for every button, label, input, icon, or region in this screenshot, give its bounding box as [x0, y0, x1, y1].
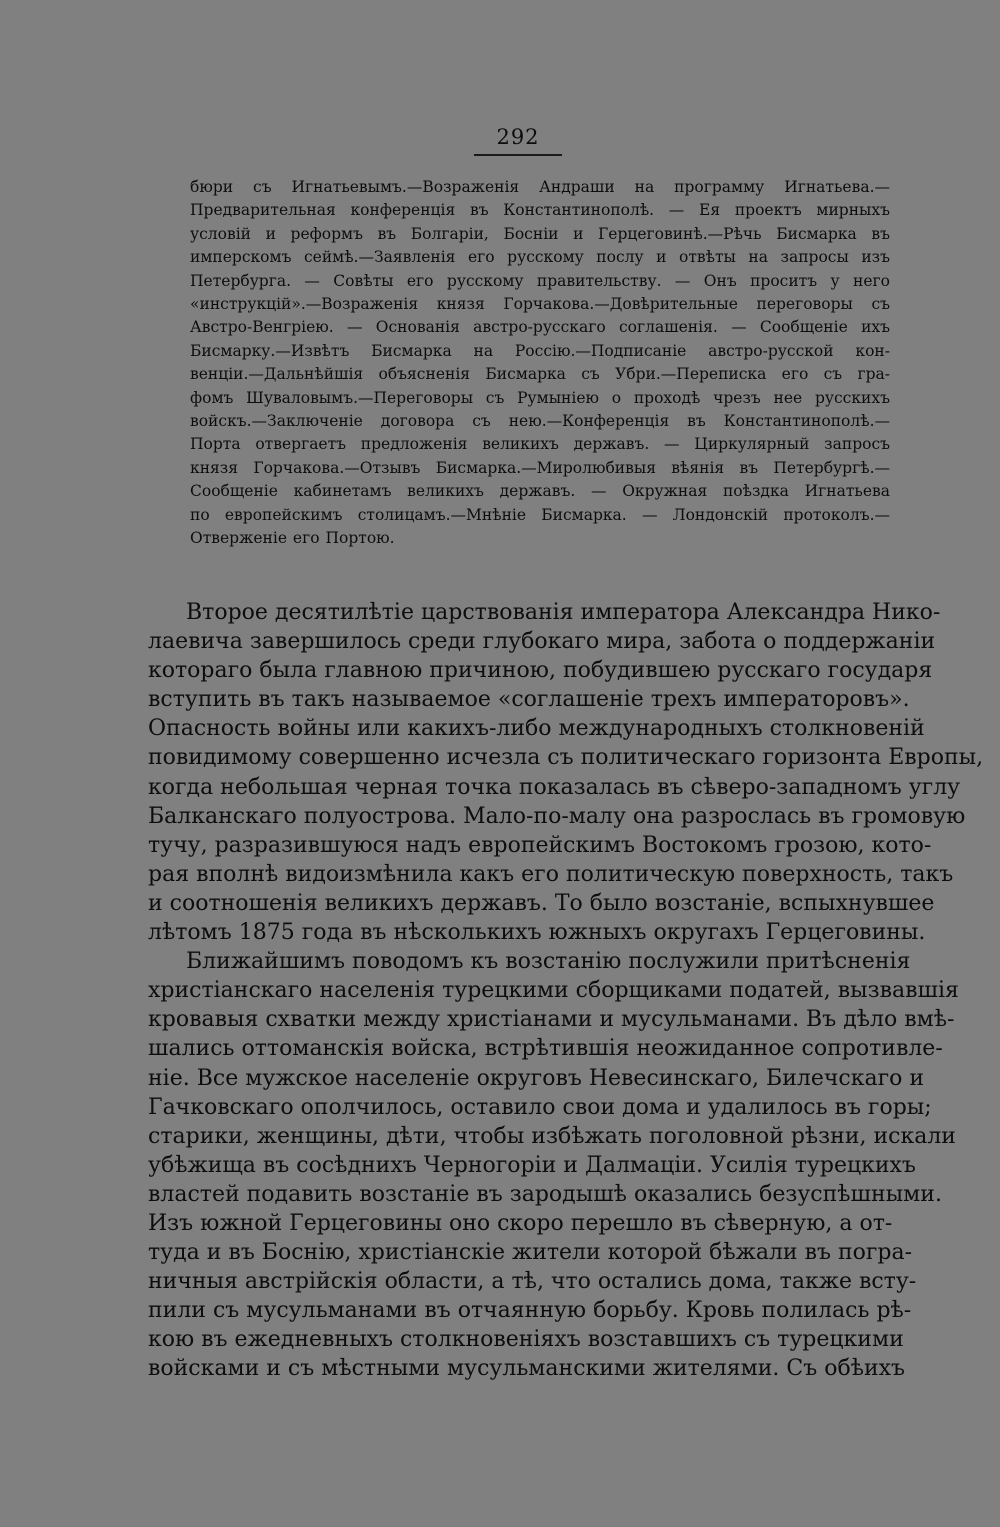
chapter-summary	[190, 176, 890, 551]
body-line: тучу, разразившуюся надъ европейскимъ Востокомъ грозою, кото-	[148, 832, 932, 858]
body-line: Опасность войны или какихъ-либо международныхъ столкновеній	[148, 716, 925, 742]
body-line: повидимому совершенно исчезла съ политическаго горизонта Европы,	[148, 745, 984, 771]
summary-line: войскъ.—Заключеніе договора съ нею.—Конференція въ Константинополѣ.—	[190, 412, 890, 431]
summary-line: по европейскимъ столицамъ.—Мнѣніе Бисмарка. — Лондонскій протоколъ.—	[190, 505, 890, 524]
summary-line: князя Горчакова.—Отзывъ Бисмарка.—Миролюбивыя вѣянія въ Петербургѣ.—	[190, 458, 890, 477]
body-line: лѣтомъ 1875 года въ нѣсколькихъ южныхъ округахъ Герцеговины.	[148, 920, 926, 946]
body-line: властей подавить возстаніе въ зародышѣ оказались безуспѣшными.	[148, 1181, 942, 1207]
summary-line: Предварительная конференція въ Константинополѣ. — Ея проектъ мирныхъ	[190, 201, 890, 220]
body-line: Ближайшимъ поводомъ къ возстанію послужили притѣсненія	[186, 949, 911, 975]
summary-line: «инструкцій».—Возраженія князя Горчакова.—Довѣрительные переговоры съ	[190, 295, 890, 314]
body-line: Изъ южной Герцеговины оно скоро перешло въ сѣверную, а от-	[148, 1210, 893, 1236]
body-line: ніе. Все мужское населеніе округовъ Невесинскаго, Билечскаго и	[148, 1065, 925, 1091]
summary-line: Австро-Венгріею. — Основанія австро-русскаго соглашенія. — Сообщеніе ихъ	[190, 318, 890, 337]
body-line: Балканскаго полуострова. Мало-по-малу она разрослась въ громовую	[148, 803, 966, 829]
body-line: вступить въ такъ называемое «соглашеніе трехъ императоровъ».	[148, 687, 910, 713]
body-line: ничныя австрійскія области, а тѣ, что остались дома, также всту-	[148, 1269, 917, 1295]
body-line: христіанскаго населенія турецкими сборщиками податей, вызвавшія	[148, 978, 959, 1004]
body-line: рая вполнѣ видоизмѣнила какъ его политическую поверхность, такъ	[148, 861, 954, 887]
summary-line: фомъ Шуваловымъ.—Переговоры съ Румыніею о проходѣ чрезъ нее русскихъ	[190, 388, 890, 407]
body-line: кровавыя схватки между христіанами и мусульманами. Въ дѣло вмѣ-	[148, 1007, 955, 1033]
body-line: пили съ мусульманами въ отчаянную борьбу. Кровь полилась рѣ-	[148, 1298, 912, 1324]
body-text	[148, 598, 984, 1384]
body-line: котораго была главною причиною, побудившею русскаго государя	[148, 658, 933, 684]
summary-line: Петербурга. — Совѣты его русскому правительству. — Онъ проситъ у него	[190, 271, 890, 290]
body-line: Гачковскаго ополчилось, оставило свои дома и удалилось въ горы;	[148, 1094, 932, 1120]
summary-line: Отверженіе его Портою.	[190, 529, 395, 548]
body-line: и соотношенія великихъ державъ. То было возстаніе, вспыхнувшее	[148, 890, 935, 916]
body-line: старики, женщины, дѣти, чтобы избѣжать поголовной рѣзни, искали	[148, 1123, 956, 1149]
body-line: лаевича завершилось среди глубокаго мира, забота о поддержаніи	[148, 629, 936, 655]
body-line: Второе десятилѣтіе царствованія императора Александра Нико-	[186, 600, 941, 625]
body-line: шались оттоманскія войска, встрѣтившія неожиданное сопротивле-	[148, 1036, 943, 1062]
body-line: кою въ ежедневныхъ столкновеніяхъ возставшихъ съ турецкими	[148, 1327, 904, 1353]
summary-line: венціи.—Дальнѣйшія объясненія Бисмарка съ Убри.—Переписка его съ гра-	[190, 365, 890, 384]
page-number: 292	[474, 124, 562, 156]
body-line: когда небольшая черная точка показалась въ сѣверо-западномъ углу	[148, 774, 961, 800]
summary-line: Сообщеніе кабинетамъ великихъ державъ. — Окружная поѣздка Игнатьева	[190, 482, 890, 501]
summary-line: бюри съ Игнатьевымъ.—Возраженія Андраши на программу Игнатьева.—	[190, 178, 890, 196]
body-line: туда и въ Боснію, христіанскіе жители которой бѣжали въ погра-	[148, 1240, 913, 1266]
summary-line: Бисмарку.—Извѣтъ Бисмарка на Россію.—Подписаніе австро-русской кон-	[190, 341, 890, 360]
summary-line: условій и реформъ въ Болгаріи, Босніи и Герцеговинѣ.—Рѣчь Бисмарка въ	[190, 224, 890, 243]
body-line: войсками и съ мѣстными мусульманскими жителями. Съ обѣихъ	[148, 1356, 906, 1382]
summary-line: Порта отвергаетъ предложенія великихъ державъ. — Циркулярный запросъ	[190, 435, 890, 454]
body-line: убѣжища въ сосѣднихъ Черногоріи и Далмаціи. Усилія турецкихъ	[148, 1152, 916, 1178]
summary-line: имперскомъ сеймѣ.—Заявленія его русскому послу и отвѣты на запросы изъ	[190, 248, 890, 267]
